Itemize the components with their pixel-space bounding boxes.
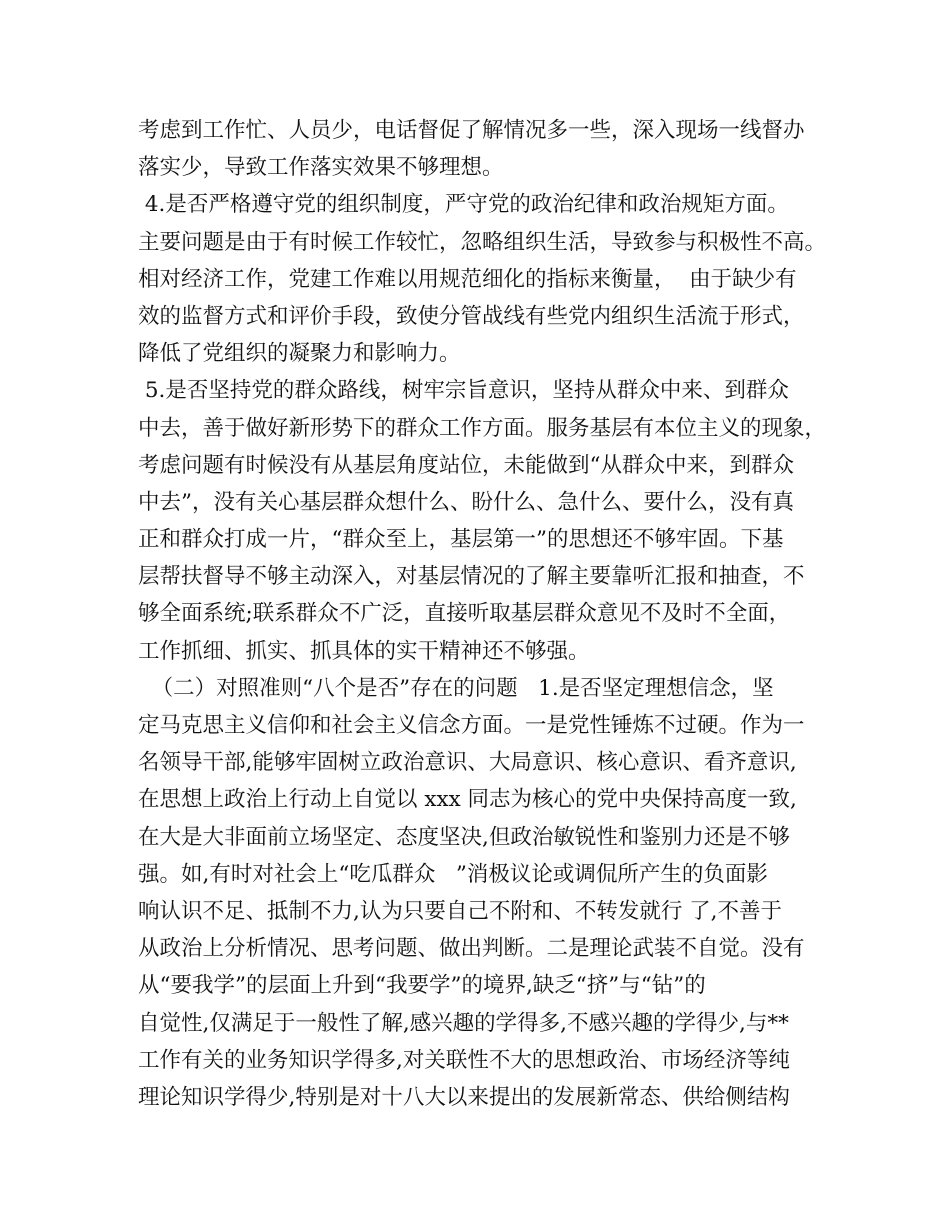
- text-line: 在大是大非面前立场坚定、态度坚决,但政治敏锐性和鉴别力还是不够: [138, 824, 790, 850]
- text-line: 层帮扶督导不够主动深入，对基层情况的了解主要靠听汇报和抽查，不: [138, 564, 805, 590]
- text-line: 降低了党组织的凝聚力和影响力。: [138, 341, 461, 367]
- text-line: 中去，善于做好新形势下的群众工作方面。服务基层有本位主义的现象，: [138, 415, 827, 441]
- text-line: 名领导干部,能够牢固树立政治意识、大局意识、核心意识、看齐意识,: [138, 750, 797, 776]
- text-line: （二）对照准则“八个是否”存在的问题 1.是否坚定理想信念，坚: [138, 675, 774, 701]
- text-line: 效的监督方式和评价手段，致使分管战线有些党内组织生活流于形式，: [138, 303, 805, 329]
- text-line: 工作抓细、抓实、抓具体的实干精神还不够强。: [138, 638, 590, 664]
- text-line: 5.是否坚持党的群众路线，树牢宗旨意识，坚持从群众中来、到群众: [138, 378, 789, 404]
- text-line: 工作有关的业务知识学得多,对关联性不大的思想政治、市场经济等纯: [138, 1047, 790, 1073]
- text-line: 响认识不足、抵制不力,认为只要自己不附和、不转发就行 了,不善于: [138, 898, 783, 924]
- text-line: 相对经济工作，党建工作难以用规范细化的指标来衡量， 由于缺少有: [138, 266, 797, 292]
- text-line: 正和群众打成一片，“群众至上，基层第一”的思想还不够牢固。下基: [138, 527, 784, 553]
- text-line: 够全面系统;联系群众不广泛，直接听取基层群众意见不及时不全面，: [138, 601, 791, 627]
- text-line: 考虑问题有时候没有从基层角度站位，未能做到“从群众中来，到群众: [138, 452, 794, 478]
- text-line: 从政治上分析情况、思考问题、做出判断。二是理论武装不自觉。没有: [138, 936, 805, 962]
- text-line: 理论知识学得少,特别是对十八大以来提出的发展新常态、供给侧结构: [138, 1084, 790, 1110]
- text-line: 在思想上政治上行动上自觉以 xxx 同志为核心的党中央保持高度一致,: [138, 787, 797, 813]
- text-line: 考虑到工作忙、人员少，电话督促了解情况多一些，深入现场一线督办: [138, 118, 805, 143]
- text-line: 自觉性,仅满足于一般性了解,感兴趣的学得多,不感兴趣的学得少,与**: [138, 1010, 789, 1036]
- text-line: 强。如,有时对社会上“吃瓜群众 ”消极议论或调侃所产生的负面影: [138, 861, 768, 887]
- text-line: 中去”，没有关心基层群众想什么、盼什么、急什么、要什么，没有真: [138, 489, 794, 515]
- text-line: 定马克思主义信仰和社会主义信念方面。一是党性锤炼不过硬。作为一: [138, 713, 805, 738]
- document-body: [138, 112, 828, 1116]
- text-line: 从“要我学”的层面上升到“我要学”的境界,缺乏“挤”与“钻”的: [138, 973, 706, 999]
- text-line: 4.是否严格遵守党的组织制度，严守党的政治纪律和政治规矩方面。: [138, 192, 789, 218]
- text-line: 落实少，导致工作落实效果不够理想。: [138, 155, 504, 181]
- text-line: 主要问题是由于有时候工作较忙，忽略组织生活，导致参与积极性不高。: [138, 229, 827, 255]
